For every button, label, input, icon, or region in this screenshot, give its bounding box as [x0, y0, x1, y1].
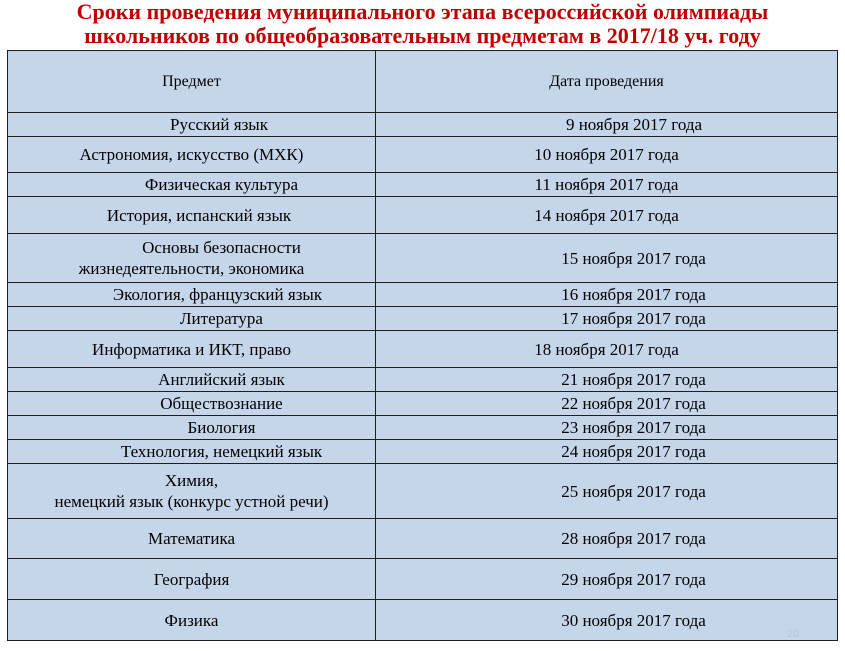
- table-row: [8, 234, 837, 283]
- date-cell: 24 ноября 2017 года: [561, 442, 706, 461]
- date-cell: 25 ноября 2017 года: [561, 481, 706, 501]
- subject-cell: Физическая культура: [144, 175, 299, 194]
- slide-title: [0, 0, 845, 48]
- date-cell: 16 ноября 2017 года: [561, 285, 706, 304]
- table-row: [8, 331, 837, 368]
- date-cell: 21 ноября 2017 года: [561, 370, 706, 389]
- schedule-table: [7, 50, 838, 641]
- subject-cell: Информатика и ИКТ, право: [92, 339, 291, 359]
- table-row: [8, 519, 837, 559]
- header-date: Дата проведения: [549, 73, 664, 90]
- table-row: [8, 464, 837, 519]
- date-cell: 15 ноября 2017 года: [561, 248, 706, 268]
- table-row: [8, 600, 837, 640]
- table-row: [8, 137, 837, 173]
- table-row: [8, 307, 837, 331]
- date-cell: 29 ноября 2017 года: [561, 569, 706, 589]
- page-number: 20: [787, 628, 800, 640]
- subject-cell: Технология, немецкий язык: [120, 442, 323, 461]
- subject-cell: Основы безопасности жизнедеятельности, экономика: [78, 238, 305, 278]
- subject-cell: Русский язык: [170, 115, 268, 134]
- subject-cell: Физика: [164, 610, 219, 630]
- date-cell: 23 ноября 2017 года: [561, 418, 706, 437]
- table-row: [8, 559, 837, 600]
- subject-cell: Астрономия, искусство (МХК): [79, 145, 304, 164]
- title-line-1: Сроки проведения муниципального этапа всероссийской олимпиады: [76, 0, 769, 24]
- table-row: [8, 368, 837, 392]
- date-cell: 17 ноября 2017 года: [561, 309, 706, 328]
- date-cell: 18 ноября 2017 года: [534, 339, 679, 359]
- subject-cell: Экология, французский язык: [112, 285, 323, 304]
- table-row: [8, 197, 837, 234]
- date-cell: 10 ноября 2017 года: [534, 145, 679, 164]
- table-row: [8, 416, 837, 440]
- table-row: [8, 113, 837, 137]
- table-row: [8, 440, 837, 464]
- subject-cell: Английский язык: [158, 370, 285, 389]
- date-cell: 22 ноября 2017 года: [561, 394, 706, 413]
- subject-cell: История, испанский язык: [106, 205, 292, 225]
- table-row: [8, 283, 837, 307]
- header-subject: Предмет: [162, 73, 221, 90]
- subject-cell: Обществознание: [160, 394, 283, 413]
- date-cell: 11 ноября 2017 года: [534, 175, 679, 194]
- subject-cell: Математика: [147, 529, 236, 548]
- date-cell: 30 ноября 2017 года: [561, 610, 706, 630]
- subject-cell: Биология: [187, 418, 256, 437]
- table-header-row: [8, 51, 837, 113]
- date-cell: 14 ноября 2017 года: [534, 205, 679, 225]
- date-cell: 28 ноября 2017 года: [561, 529, 706, 548]
- title-line-2: школьников по общеобразовательным предметам в 2017/18 уч. году: [84, 23, 761, 48]
- subject-cell: Литература: [180, 309, 263, 328]
- date-cell: 9 ноября 2017 года: [565, 115, 703, 134]
- subject-cell: Химия, немецкий язык (конкурс устной речи): [54, 471, 329, 511]
- table-row: [8, 392, 837, 416]
- table-row: [8, 173, 837, 197]
- subject-cell: География: [153, 569, 230, 589]
